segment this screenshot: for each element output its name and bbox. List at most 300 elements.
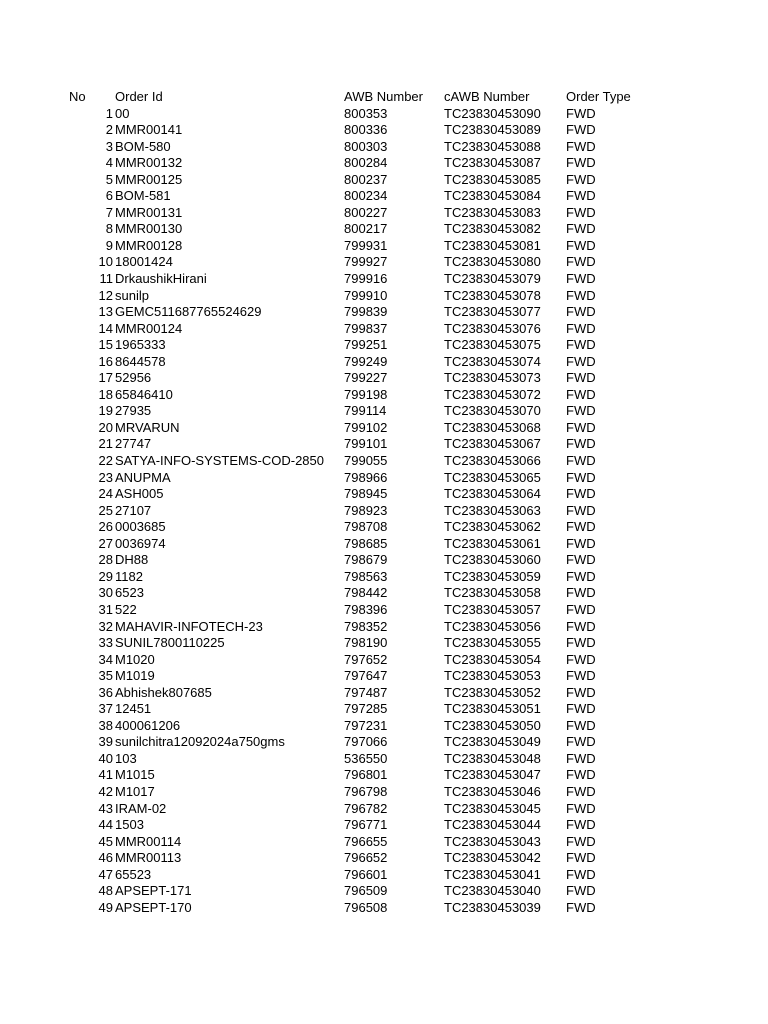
order-type-cell: FWD [566,601,596,617]
order-type-cell: FWD [566,519,596,535]
row-number: 1 [105,105,113,121]
table-row [0,900,768,917]
order-type-cell: FWD [566,750,596,766]
table-row [0,883,768,900]
table-row [0,635,768,652]
order-id-cell: MRVARUN [115,419,180,435]
table-row [0,420,768,437]
awb-number-cell: 798945 [344,486,388,502]
table-row [0,337,768,354]
order-id-cell: 12451 [115,701,152,717]
row-number: 21 [98,436,113,452]
order-type-cell: FWD [566,618,596,634]
order-id-cell: 52956 [115,370,152,386]
row-number: 26 [98,519,113,535]
order-type-cell: FWD [566,370,596,386]
table-row [0,188,768,205]
header-no: No [69,89,86,104]
table-row [0,436,768,453]
row-number: 24 [98,486,113,502]
table-row [0,668,768,685]
row-number: 19 [98,403,113,419]
order-id-cell: BOM-581 [115,188,171,204]
cawb-number-cell: TC23830453048 [444,750,541,766]
row-number: 39 [98,734,113,750]
order-id-cell: 400061206 [115,717,181,733]
table-row [0,751,768,768]
order-id-cell: M1020 [115,651,155,667]
order-id-cell: ANUPMA [115,469,171,485]
awb-number-cell: 797231 [344,717,388,733]
row-number: 32 [98,618,113,634]
row-number: 22 [98,453,113,469]
order-id-cell: 103 [115,750,137,766]
table-row [0,585,768,602]
cawb-number-cell: TC23830453081 [444,237,541,253]
order-type-cell: FWD [566,304,596,320]
row-number: 12 [98,287,113,303]
cawb-number-cell: TC23830453056 [444,618,541,634]
table-row [0,205,768,222]
awb-number-cell: 799101 [344,436,388,452]
cawb-number-cell: TC23830453046 [444,783,541,799]
awb-number-cell: 798685 [344,535,388,551]
table-body [0,106,768,917]
awb-number-cell: 800234 [344,188,388,204]
order-type-cell: FWD [566,403,596,419]
cawb-number-cell: TC23830453066 [444,453,541,469]
awb-number-cell: 796601 [344,866,388,882]
order-type-cell: FWD [566,105,596,121]
order-type-cell: FWD [566,122,596,138]
cawb-number-cell: TC23830453077 [444,304,541,320]
order-id-cell: 1182 [115,568,143,584]
order-type-cell: FWD [566,833,596,849]
table-row [0,718,768,735]
order-id-cell: DrkaushikHirani [115,271,207,287]
table-row [0,569,768,586]
awb-number-cell: 799102 [344,419,388,435]
row-number: 40 [98,750,113,766]
awb-number-cell: 800284 [344,155,388,171]
awb-number-cell: 799251 [344,337,388,353]
awb-number-cell: 799931 [344,237,388,253]
row-number: 7 [105,204,113,220]
order-type-cell: FWD [566,668,596,684]
order-type-cell: FWD [566,568,596,584]
row-number: 5 [105,171,113,187]
table-row [0,834,768,851]
order-type-cell: FWD [566,783,596,799]
order-type-cell: FWD [566,237,596,253]
awb-number-cell: 799837 [344,320,388,336]
row-number: 6 [105,188,113,204]
row-number: 11 [99,271,113,287]
table-row [0,801,768,818]
awb-number-cell: 800336 [344,122,388,138]
cawb-number-cell: TC23830453042 [444,850,541,866]
table-row [0,254,768,271]
header-awb-number: AWB Number [344,89,423,104]
table-row [0,784,768,801]
row-number: 36 [98,684,113,700]
awb-number-cell: 799249 [344,353,388,369]
order-id-cell: sunilp [115,287,149,303]
cawb-number-cell: TC23830453041 [444,866,541,882]
order-type-cell: FWD [566,453,596,469]
cawb-number-cell: TC23830453049 [444,734,541,750]
order-id-cell: APSEPT-171 [115,883,192,899]
row-number: 15 [98,337,113,353]
order-id-cell: 00 [115,105,130,121]
row-number: 33 [98,635,113,651]
order-type-cell: FWD [566,271,596,287]
order-id-cell: 0003685 [115,519,166,535]
awb-number-cell: 796801 [344,767,388,783]
order-type-cell: FWD [566,635,596,651]
row-number: 13 [98,304,113,320]
awb-number-cell: 800217 [344,221,388,237]
awb-number-cell: 797066 [344,734,388,750]
order-id-cell: 8644578 [115,353,166,369]
order-type-cell: FWD [566,899,596,915]
cawb-number-cell: TC23830453076 [444,320,541,336]
table-row [0,685,768,702]
order-type-cell: FWD [566,817,596,833]
order-type-cell: FWD [566,767,596,783]
row-number: 38 [98,717,113,733]
table-row [0,122,768,139]
cawb-number-cell: TC23830453058 [444,585,541,601]
order-id-cell: 1965333 [115,337,166,353]
table-row [0,288,768,305]
cawb-number-cell: TC23830453088 [444,138,541,154]
order-id-cell: 6523 [115,585,144,601]
order-id-cell: 0036974 [115,535,166,551]
row-number: 10 [98,254,113,270]
cawb-number-cell: TC23830453084 [444,188,541,204]
row-number: 18 [98,386,113,402]
awb-number-cell: 796798 [344,783,388,799]
cawb-number-cell: TC23830453085 [444,171,541,187]
row-number: 35 [98,668,113,684]
order-type-cell: FWD [566,717,596,733]
order-type-cell: FWD [566,469,596,485]
row-number: 20 [98,419,113,435]
table-row [0,387,768,404]
cawb-number-cell: TC23830453079 [444,271,541,287]
order-type-cell: FWD [566,866,596,882]
row-number: 49 [98,899,113,915]
order-id-cell: 27107 [115,502,152,518]
order-type-cell: FWD [566,419,596,435]
order-type-cell: FWD [566,701,596,717]
orders-sheet [0,89,768,916]
awb-number-cell: 799927 [344,254,388,270]
table-row [0,552,768,569]
header-cawb-number: cAWB Number [444,89,530,104]
row-number: 46 [98,850,113,866]
awb-number-cell: 796771 [344,817,388,833]
table-row [0,271,768,288]
order-id-cell: ASH005 [115,486,164,502]
order-id-cell: 65846410 [115,386,173,402]
awb-number-cell: 800303 [344,138,388,154]
row-number: 8 [105,221,113,237]
cawb-number-cell: TC23830453074 [444,353,541,369]
awb-number-cell: 798708 [344,519,388,535]
table-row [0,172,768,189]
cawb-number-cell: TC23830453064 [444,486,541,502]
awb-number-cell: 800237 [344,171,388,187]
cawb-number-cell: TC23830453068 [444,419,541,435]
order-id-cell: MMR00131 [115,204,183,220]
cawb-number-cell: TC23830453040 [444,883,541,899]
order-id-cell: APSEPT-170 [115,899,192,915]
order-type-cell: FWD [566,155,596,171]
row-number: 14 [98,320,113,336]
row-number: 17 [98,370,113,386]
order-id-cell: IRAM-02 [115,800,167,816]
awb-number-cell: 796508 [344,899,388,915]
order-id-cell: SATYA-INFO-SYSTEMS-COD-2850 [115,453,324,469]
order-id-cell: DH88 [115,552,149,568]
awb-number-cell: 798190 [344,635,388,651]
cawb-number-cell: TC23830453053 [444,668,541,684]
table-row [0,221,768,238]
order-id-cell: sunilchitra12092024a750gms [115,734,285,750]
row-number: 47 [98,866,113,882]
table-row [0,453,768,470]
order-type-cell: FWD [566,171,596,187]
cawb-number-cell: TC23830453039 [444,899,541,915]
table-row [0,470,768,487]
order-type-cell: FWD [566,883,596,899]
cawb-number-cell: TC23830453057 [444,601,541,617]
awb-number-cell: 797487 [344,684,388,700]
cawb-number-cell: TC23830453051 [444,701,541,717]
cawb-number-cell: TC23830453083 [444,204,541,220]
table-row [0,652,768,669]
row-number: 42 [98,783,113,799]
row-number: 45 [98,833,113,849]
table-row [0,155,768,172]
order-id-cell: MMR00124 [115,320,183,336]
order-id-cell: 18001424 [115,254,173,270]
cawb-number-cell: TC23830453045 [444,800,541,816]
row-number: 2 [105,122,113,138]
table-row [0,403,768,420]
awb-number-cell: 799839 [344,304,388,320]
awb-number-cell: 799227 [344,370,388,386]
order-id-cell: 65523 [115,866,152,882]
order-id-cell: 1503 [115,817,144,833]
row-number: 9 [105,237,113,253]
table-row [0,867,768,884]
awb-number-cell: 798563 [344,568,388,584]
order-type-cell: FWD [566,552,596,568]
cawb-number-cell: TC23830453044 [444,817,541,833]
awb-number-cell: 798923 [344,502,388,518]
header-order-type: Order Type [566,89,631,104]
row-number: 30 [98,585,113,601]
cawb-number-cell: TC23830453090 [444,105,541,121]
cawb-number-cell: TC23830453060 [444,552,541,568]
order-id-cell: MMR00113 [115,850,182,866]
row-number: 41 [98,767,113,783]
awb-number-cell: 799916 [344,271,388,287]
cawb-number-cell: TC23830453062 [444,519,541,535]
cawb-number-cell: TC23830453052 [444,684,541,700]
cawb-number-cell: TC23830453059 [444,568,541,584]
order-type-cell: FWD [566,204,596,220]
awb-number-cell: 796782 [344,800,388,816]
order-type-cell: FWD [566,535,596,551]
order-id-cell: GEMC511687765524629 [115,304,262,320]
order-type-cell: FWD [566,287,596,303]
cawb-number-cell: TC23830453082 [444,221,541,237]
order-type-cell: FWD [566,684,596,700]
table-row [0,619,768,636]
cawb-number-cell: TC23830453073 [444,370,541,386]
header-order-id: Order Id [115,89,163,104]
cawb-number-cell: TC23830453055 [444,635,541,651]
table-row [0,850,768,867]
awb-number-cell: 797652 [344,651,388,667]
order-type-cell: FWD [566,651,596,667]
cawb-number-cell: TC23830453065 [444,469,541,485]
row-number: 37 [98,701,113,717]
row-number: 16 [98,353,113,369]
cawb-number-cell: TC23830453075 [444,337,541,353]
order-id-cell: MMR00132 [115,155,183,171]
order-type-cell: FWD [566,188,596,204]
cawb-number-cell: TC23830453050 [444,717,541,733]
order-id-cell: SUNIL7800110225 [115,635,225,651]
cawb-number-cell: TC23830453087 [444,155,541,171]
row-number: 28 [98,552,113,568]
awb-number-cell: 800227 [344,204,388,220]
awb-number-cell: 799910 [344,287,388,303]
order-id-cell: 27747 [115,436,152,452]
awb-number-cell: 799055 [344,453,388,469]
order-id-cell: Abhishek807685 [115,684,212,700]
awb-number-cell: 798679 [344,552,388,568]
cawb-number-cell: TC23830453072 [444,386,541,402]
row-number: 29 [98,568,113,584]
order-type-cell: FWD [566,585,596,601]
order-id-cell: MMR00128 [115,237,183,253]
order-type-cell: FWD [566,386,596,402]
table-row [0,734,768,751]
order-id-cell: 27935 [115,403,152,419]
order-type-cell: FWD [566,320,596,336]
order-id-cell: M1017 [115,783,155,799]
row-number: 48 [98,883,113,899]
row-number: 25 [98,502,113,518]
awb-number-cell: 796652 [344,850,388,866]
cawb-number-cell: TC23830453047 [444,767,541,783]
awb-number-cell: 798442 [344,585,388,601]
table-row [0,519,768,536]
table-row [0,701,768,718]
table-row [0,304,768,321]
header-row [0,89,768,106]
order-type-cell: FWD [566,850,596,866]
awb-number-cell: 797285 [344,701,388,717]
awb-number-cell: 796655 [344,833,388,849]
table-row [0,486,768,503]
cawb-number-cell: TC23830453080 [444,254,541,270]
cawb-number-cell: TC23830453043 [444,833,541,849]
row-number: 43 [98,800,113,816]
table-row [0,354,768,371]
row-number: 3 [105,138,113,154]
table-row [0,602,768,619]
row-number: 4 [105,155,113,171]
order-id-cell: 522 [115,601,137,617]
table-row [0,238,768,255]
order-type-cell: FWD [566,486,596,502]
order-type-cell: FWD [566,353,596,369]
awb-number-cell: 799198 [344,386,388,402]
order-id-cell: M1015 [115,767,155,783]
order-id-cell: BOM-580 [115,138,171,154]
cawb-number-cell: TC23830453089 [444,122,541,138]
order-id-cell: MMR00141 [115,122,183,138]
order-id-cell: MAHAVIR-INFOTECH-23 [115,618,263,634]
row-number: 34 [98,651,113,667]
awb-number-cell: 799114 [344,403,387,419]
order-type-cell: FWD [566,221,596,237]
cawb-number-cell: TC23830453078 [444,287,541,303]
order-id-cell: MMR00125 [115,171,183,187]
order-id-cell: MMR00130 [115,221,183,237]
table-row [0,139,768,156]
cawb-number-cell: TC23830453063 [444,502,541,518]
awb-number-cell: 798352 [344,618,388,634]
awb-number-cell: 800353 [344,105,388,121]
table-row [0,503,768,520]
order-type-cell: FWD [566,138,596,154]
table-row [0,106,768,123]
cawb-number-cell: TC23830453061 [444,535,541,551]
table-row [0,370,768,387]
order-type-cell: FWD [566,436,596,452]
order-type-cell: FWD [566,337,596,353]
awb-number-cell: 796509 [344,883,388,899]
order-id-cell: MMR00114 [115,833,182,849]
awb-number-cell: 798966 [344,469,388,485]
cawb-number-cell: TC23830453054 [444,651,541,667]
row-number: 31 [98,601,113,617]
cawb-number-cell: TC23830453070 [444,403,541,419]
row-number: 44 [98,817,113,833]
order-type-cell: FWD [566,502,596,518]
order-type-cell: FWD [566,800,596,816]
row-number: 23 [98,469,113,485]
order-id-cell: M1019 [115,668,155,684]
cawb-number-cell: TC23830453067 [444,436,541,452]
awb-number-cell: 797647 [344,668,388,684]
awb-number-cell: 798396 [344,601,388,617]
awb-number-cell: 536550 [344,750,388,766]
table-row [0,817,768,834]
table-row [0,536,768,553]
order-type-cell: FWD [566,254,596,270]
table-row [0,321,768,338]
row-number: 27 [98,535,113,551]
